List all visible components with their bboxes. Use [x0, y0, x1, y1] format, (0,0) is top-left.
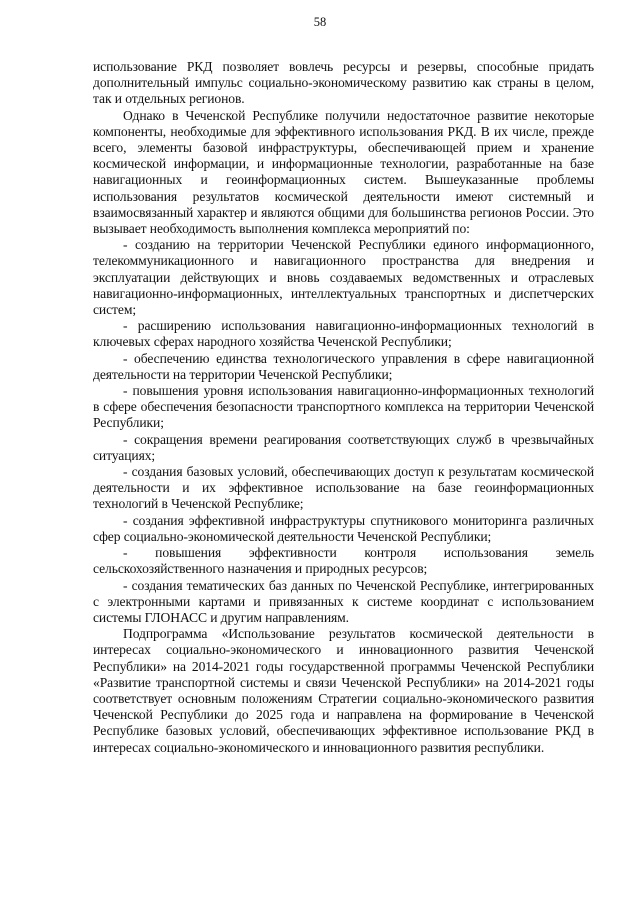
list-item: - создания эффективной инфраструктуры спутникового мониторинга различных сфер социально-экономической деятельности Чеченской Республики;: [93, 512, 594, 544]
list-item: - создания тематических баз данных по Чеченской Республике, интегрированных с электронными картами и привязанных к системе координат с использованием системы ГЛОНАСС и другим направлениям.: [93, 577, 594, 625]
list-item: - созданию на территории Чеченской Республики единого информационного, телекоммуникационного и навигационного пространства для внедрения и эксплуатации действующих и вновь создаваемых ведомственных и отраслевых навигационно-информационных, интеллектуальных транспортных и диспетчерских систем;: [93, 237, 594, 318]
list-item: - создания базовых условий, обеспечивающих доступ к результатам космической деятельности и их эффективное использование на базе геоинформационных технологий в Чеченской Республике;: [93, 464, 594, 512]
list-item: - повышения эффективности контроля использования земель сельскохозяйственного назначения и природных ресурсов;: [93, 545, 594, 577]
page-number: 58: [313, 15, 327, 29]
paragraph: Однако в Чеченской Республике получили недостаточное развитие некоторые компоненты, необходимые для эффективного использования РКД. В их числе, прежде всего, элементы базовой инфраструктуры, обеспечивающей прием и хранение космической информации, и информационные технологии, разработанные на базе навигационных и геоинформационных систем. Вышеуказанные проблемы использования результатов космической деятельности имеют системный и взаимосвязанный характер и являются общими для большинства регионов России. Это вызывает необходимость выполнения комплекса мероприятий по:: [93, 107, 594, 237]
list-item: - повышения уровня использования навигационно-информационных технологий в сфере обеспечения безопасности транспортного комплекса на территории Чеченской Республики;: [93, 383, 594, 431]
list-item: - сокращения времени реагирования соответствующих служб в чрезвычайных ситуациях;: [93, 431, 594, 463]
body-text: [93, 59, 594, 756]
paragraph: Подпрограмма «Использование результатов космической деятельности в интересах социально-экономического и инновационного развития Чеченской Республики» на 2014-2021 годы государственной программы Чеченской Республики «Развитие транспортной системы и связи Чеченской Республики» на 2014-2021 годы соответствует основным положениям Стратегии социально-экономического развития Чеченской Республики до 2025 года и направлена на формирование в Чеченской Республике базовых условий, обеспечивающих эффективное использование РКД в интересах социально-экономического и инновационного развития республики.: [93, 626, 594, 755]
paragraph: использование РКД позволяет вовлечь ресурсы и резервы, способные придать дополнительный импульс социально-экономическому развитию как страны в целом, так и отдельных регионов.: [93, 59, 594, 107]
list-item: - обеспечению единства технологического управления в сфере навигационной деятельности на территории Чеченской Республики;: [93, 350, 594, 382]
list-item: - расширению использования навигационно-информационных технологий в ключевых сферах народного хозяйства Чеченской Республики;: [93, 318, 594, 350]
